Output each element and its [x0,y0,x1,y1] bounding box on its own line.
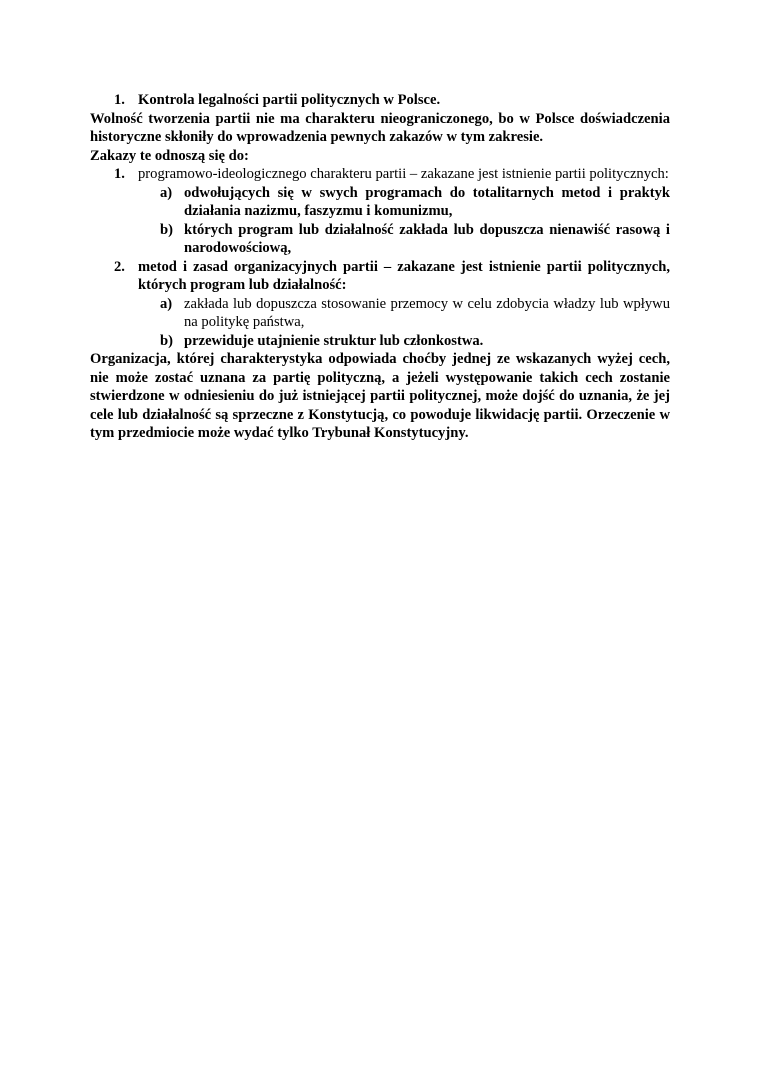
sub-list-item-text: zakłada lub dopuszcza stosowanie przemocy w celu zdobycia władzy lub wpływu na politykę państwa, [184,295,670,330]
sub-list-item-letter: a) [160,184,173,201]
section-heading [90,91,670,110]
list-item-number: 1. [114,166,125,182]
sub-list-item-text: których program lub działalność zakłada lub dopuszcza nienawiść rasową i narodowościową, [184,221,670,256]
list-item-text: programowo-ideologicznego charakteru partii – zakazane jest istnienie partii politycznych: [138,166,669,182]
sub-list-item-letter: a) [160,295,173,312]
section-heading-number: 1. [114,92,125,108]
list-item-number: 2. [114,258,125,275]
sub-list-item [90,184,670,221]
sub-list-item-letter: b) [160,221,173,238]
sub-list-item [90,295,670,332]
document-body [90,91,670,443]
section-heading-text: Kontrola legalności partii politycznych w Polsce. [138,92,441,108]
lead-paragraph: Zakazy te odnoszą się do: [90,147,249,164]
list-item [90,165,670,184]
sub-list-item [90,221,670,258]
intro-paragraph: Wolność tworzenia partii nie ma charakteru nieograniczonego, bo w Polsce doświadczenia historyczne skłoniły do wprowadzenia pewnych zakazów w tym zakresie. [90,110,670,145]
sub-list-item [90,332,670,351]
conclusion-paragraph: Organizacja, której charakterystyka odpowiada choćby jednej ze wskazanych wyżej cech, nie może zostać uznana za partię polityczną, a jeżeli występowanie takich cech zostanie stwierdzone w odniesieniu do już istniejącej partii politycznej, może dojść do uznania, że jej cele lub działalność są sprzeczne z Konstytucją, co powoduje likwidację partii. Orzeczenie w tym przedmiocie może wydać tylko Trybunał Konstytucyjny. [90,351,670,441]
list-item-text: metod i zasad organizacyjnych partii – zakazane jest istnienie partii politycznych, których program lub działalność: [138,258,670,293]
sub-list-item-text: przewiduje utajnienie struktur lub członkostwa. [184,332,484,349]
sub-list-item-letter: b) [160,332,173,349]
list-item [90,258,670,295]
sub-list-item-text: odwołujących się w swych programach do totalitarnych metod i praktyk działania nazizmu, faszyzmu i komunizmu, [184,184,670,219]
